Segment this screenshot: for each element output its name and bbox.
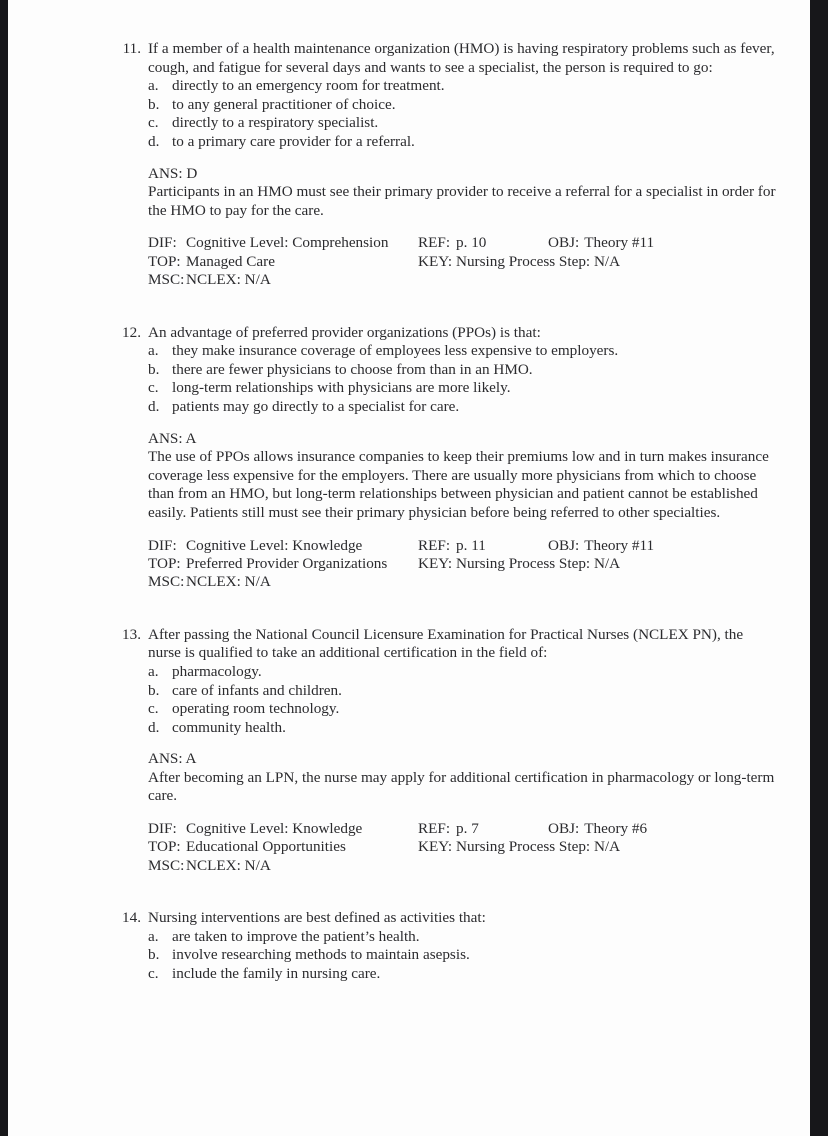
- option-item[interactable]: [148, 133, 776, 152]
- obj-label: OBJ:: [548, 536, 580, 554]
- option-letter: b.: [148, 360, 160, 378]
- option-letter: d.: [148, 132, 160, 150]
- key-value: Nursing Process Step: N/A: [456, 252, 621, 270]
- ref-value: p. 7: [456, 820, 479, 838]
- metadata-row: [148, 253, 776, 271]
- question-stem: If a member of a health maintenance organization (HMO) is having respiratory problems such as fever, cough, and fatigue for several days and wants to see a specialist, the person is required to go:: [148, 40, 775, 76]
- key-cell: [418, 838, 620, 856]
- option-letter: c.: [148, 700, 159, 718]
- option-letter: a.: [148, 77, 159, 95]
- option-text: they make insurance coverage of employees less expensive to employers.: [172, 342, 619, 360]
- question-number: 12.: [122, 323, 141, 341]
- question-head: [115, 909, 776, 928]
- dif-cell: [148, 537, 418, 555]
- question-block-13: [115, 626, 776, 876]
- obj-cell: [548, 537, 654, 555]
- option-list: [115, 77, 776, 151]
- msc-cell: [148, 573, 271, 591]
- answer-block: [115, 165, 776, 221]
- option-letter: c.: [148, 114, 159, 132]
- option-item[interactable]: [148, 700, 776, 719]
- block-spacer: [115, 306, 776, 324]
- option-text: are taken to improve the patient’s health.: [172, 927, 420, 945]
- obj-value: Theory #11: [584, 234, 655, 252]
- answer-block: [115, 430, 776, 523]
- key-value: Nursing Process Step: N/A: [456, 838, 621, 856]
- option-list: [115, 342, 776, 416]
- option-letter: c.: [148, 965, 159, 983]
- metadata-block: [115, 820, 776, 875]
- ref-label: REF:: [418, 536, 451, 554]
- block-spacer: [115, 891, 776, 909]
- question-stem: An advantage of preferred provider organizations (PPOs) is that:: [148, 323, 541, 341]
- obj-cell: [548, 234, 654, 252]
- option-letter: a.: [148, 342, 159, 360]
- option-item[interactable]: [148, 77, 776, 96]
- dif-label: DIF:: [148, 234, 177, 252]
- block-spacer: [115, 608, 776, 626]
- metadata-row: [148, 271, 776, 289]
- metadata-row: [148, 820, 776, 838]
- msc-label: MSC:: [148, 573, 185, 591]
- scan-edge-left: [0, 0, 8, 1136]
- ref-value: p. 11: [456, 536, 486, 554]
- key-label: KEY:: [418, 554, 453, 572]
- option-text: patients may go directly to a specialist for care.: [172, 397, 460, 415]
- option-letter: d.: [148, 718, 160, 736]
- ref-cell: [418, 537, 548, 555]
- metadata-row: [148, 555, 776, 573]
- option-text: community health.: [172, 718, 286, 736]
- document-content: [115, 40, 776, 1000]
- obj-label: OBJ:: [548, 234, 580, 252]
- option-text: involve researching methods to maintain asepsis.: [172, 946, 470, 964]
- top-label: TOP:: [148, 838, 181, 856]
- metadata-row: [148, 838, 776, 856]
- key-cell: [418, 555, 620, 573]
- option-item[interactable]: [148, 114, 776, 133]
- question-head: [115, 626, 776, 663]
- metadata-block: [115, 537, 776, 592]
- dif-cell: [148, 234, 418, 252]
- option-text: include the family in nursing care.: [172, 965, 381, 983]
- rationale-text: After becoming an LPN, the nurse may apply for additional certification in pharmacology or long-term care.: [148, 768, 775, 805]
- question-number: 11.: [122, 40, 141, 57]
- key-cell: [418, 253, 620, 271]
- dif-value: Cognitive Level: Knowledge: [186, 536, 363, 554]
- ref-label: REF:: [418, 820, 451, 838]
- option-text: long-term relationships with physicians are more likely.: [172, 379, 511, 397]
- metadata-row: [148, 573, 776, 591]
- option-letter: a.: [148, 927, 159, 945]
- dif-cell: [148, 820, 418, 838]
- option-item[interactable]: [148, 682, 776, 701]
- option-text: care of infants and children.: [172, 681, 342, 699]
- option-item[interactable]: [148, 361, 776, 380]
- msc-value: NCLEX: N/A: [186, 271, 271, 289]
- metadata-row: [148, 234, 776, 252]
- answer-line: ANS: D: [148, 164, 198, 182]
- top-value: Educational Opportunities: [186, 838, 346, 856]
- dif-value: Cognitive Level: Comprehension: [186, 234, 389, 252]
- rationale-text: The use of PPOs allows insurance companies to keep their premiums low and in turn makes insurance coverage less expensive for the employers. There are usually more physicians from which to choose than from an HMO, but long-term relationships between physician and patient cannot be established easily. Patients still must see their primary physician before being referred to other specialties.: [148, 448, 769, 521]
- option-text: there are fewer physicians to choose from than in an HMO.: [172, 360, 533, 378]
- option-text: to any general practitioner of choice.: [172, 95, 396, 113]
- option-text: pharmacology.: [172, 662, 262, 680]
- top-label: TOP:: [148, 554, 181, 572]
- ref-cell: [418, 234, 548, 252]
- document-page: [8, 0, 810, 1136]
- option-item[interactable]: [148, 946, 776, 965]
- ref-cell: [418, 820, 548, 838]
- key-label: KEY:: [418, 838, 453, 856]
- option-text: to a primary care provider for a referral.: [172, 132, 415, 150]
- question-head: [115, 324, 776, 343]
- option-text: operating room technology.: [172, 700, 340, 718]
- msc-label: MSC:: [148, 271, 185, 289]
- option-item[interactable]: [148, 928, 776, 947]
- msc-value: NCLEX: N/A: [186, 856, 271, 874]
- option-item[interactable]: [148, 379, 776, 398]
- option-list: [115, 663, 776, 737]
- question-number: 13.: [122, 625, 141, 643]
- metadata-block: [115, 234, 776, 289]
- answer-line: ANS: A: [148, 429, 197, 447]
- msc-value: NCLEX: N/A: [186, 573, 271, 591]
- option-letter: b.: [148, 681, 160, 699]
- top-value: Managed Care: [186, 252, 275, 270]
- option-letter: b.: [148, 946, 160, 964]
- metadata-row: [148, 537, 776, 555]
- obj-cell: [548, 820, 647, 838]
- rationale-text: Participants in an HMO must see their primary provider to receive a referral for a specialist in order for the HMO to pay for the care.: [148, 183, 776, 219]
- option-item[interactable]: [148, 719, 776, 738]
- key-value: Nursing Process Step: N/A: [456, 554, 621, 572]
- option-item[interactable]: [148, 342, 776, 361]
- scan-edge-right: [810, 0, 828, 1136]
- option-item[interactable]: [148, 398, 776, 417]
- question-number: 14.: [122, 909, 141, 927]
- question-block-11: [115, 40, 776, 290]
- top-label: TOP:: [148, 252, 181, 270]
- top-cell: [148, 555, 418, 573]
- ref-value: p. 10: [456, 234, 487, 252]
- option-letter: d.: [148, 397, 160, 415]
- option-item[interactable]: [148, 663, 776, 682]
- option-text: directly to a respiratory specialist.: [172, 114, 379, 132]
- obj-value: Theory #11: [584, 536, 655, 554]
- obj-label: OBJ:: [548, 820, 580, 838]
- obj-value: Theory #6: [584, 820, 648, 838]
- option-item[interactable]: [148, 96, 776, 115]
- answer-block: [115, 750, 776, 806]
- option-text: directly to an emergency room for treatment.: [172, 77, 445, 95]
- dif-label: DIF:: [148, 536, 177, 554]
- question-stem: After passing the National Council Licensure Examination for Practical Nurses (NCLEX PN), the nurse is qualified to take an additional certification in the field of:: [148, 625, 744, 662]
- dif-label: DIF:: [148, 820, 177, 838]
- top-cell: [148, 838, 418, 856]
- top-cell: [148, 253, 418, 271]
- question-block-12: [115, 324, 776, 592]
- option-letter: b.: [148, 95, 160, 113]
- key-label: KEY:: [418, 252, 453, 270]
- question-block-14: [115, 909, 776, 983]
- top-value: Preferred Provider Organizations: [186, 554, 388, 572]
- option-letter: a.: [148, 662, 159, 680]
- msc-label: MSC:: [148, 856, 185, 874]
- answer-line: ANS: A: [148, 750, 197, 768]
- metadata-row: [148, 857, 776, 875]
- question-head: [115, 40, 776, 77]
- ref-label: REF:: [418, 234, 451, 252]
- option-letter: c.: [148, 379, 159, 397]
- msc-cell: [148, 271, 271, 289]
- option-item[interactable]: [148, 965, 776, 984]
- msc-cell: [148, 857, 271, 875]
- dif-value: Cognitive Level: Knowledge: [186, 820, 363, 838]
- option-list: [115, 928, 776, 984]
- question-stem: Nursing interventions are best defined as activities that:: [148, 909, 486, 927]
